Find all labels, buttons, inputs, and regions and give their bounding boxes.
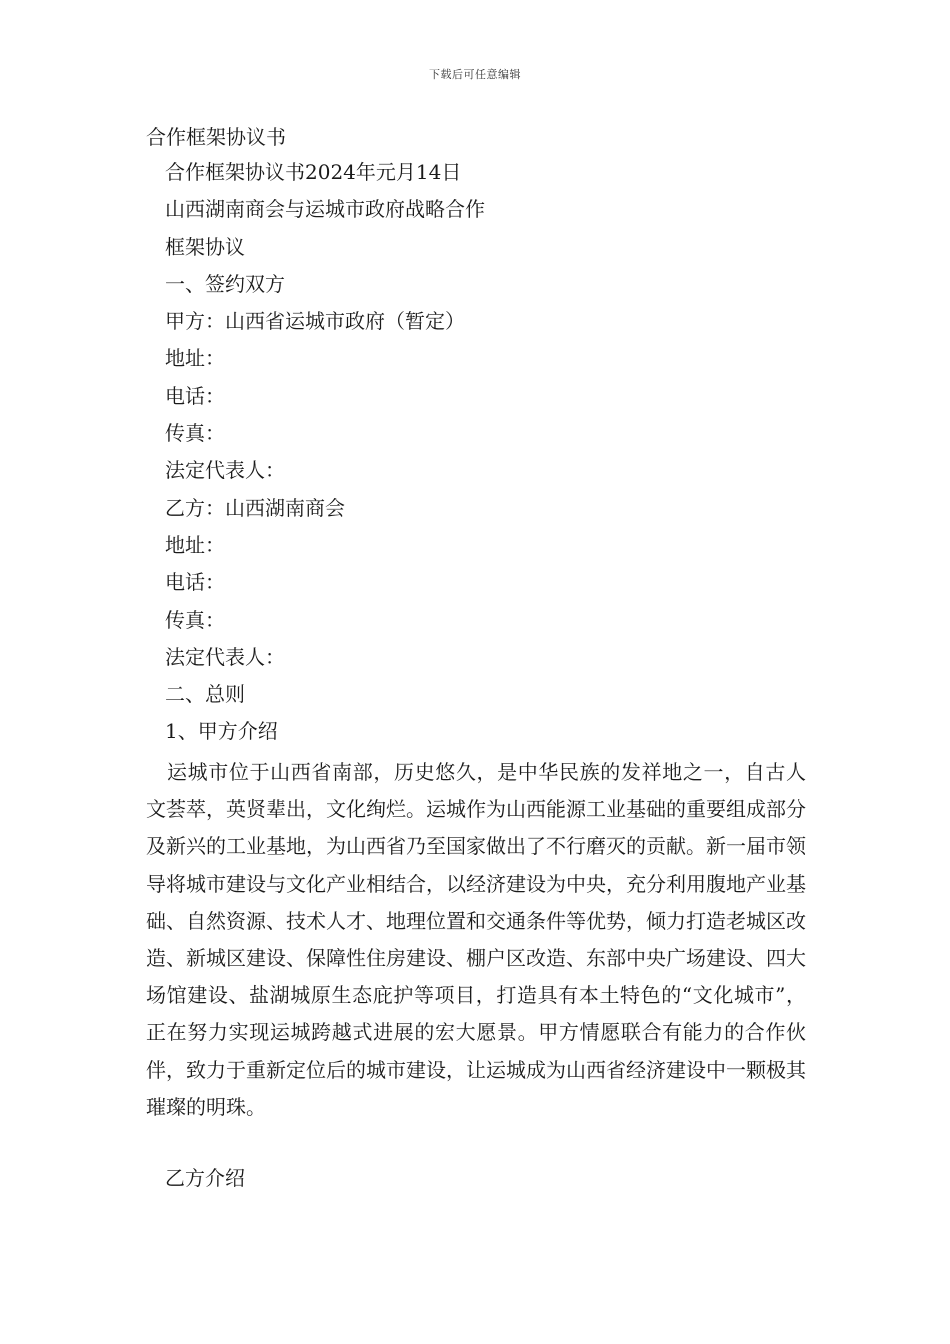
text-line: 乙方：山西湖南商会 — [165, 495, 345, 520]
document-title: 合作框架协议书 — [146, 125, 286, 149]
text-line: 电话： — [165, 383, 225, 408]
party-a-introduction: 运城市位于山西省南部，历史悠久，是中华民族的发祥地之一，自古人文荟萃，英贤辈出，文化绚烂。运城作为山西能源工业基础的重要组成部分及新兴的工业基地，为山西省乃至国家做出了不行磨灭的贡献。新一届市领导将城市建设与文化产业相结合，以经济建设为中央，充分利用腹地产业基础、自然资源、技术人才、地理位置和交通条件等优势，倾力打造老城区改造、新城区建设、保障性住房建设、棚户区改造、东部中央广场建设、四大场馆建设、盐湖城原生态庇护等项目，打造具有本土特色的“文化城市”，正在努力实现运城跨越式进展的宏大愿景。甲方情愿联合有能力的合作伙伴，致力于重新定位后的城市建设，让运城成为山西省经济建设中一颗极其璀璨的明珠。 — [146, 760, 806, 1119]
text-line: 电话： — [165, 570, 225, 595]
text-line: 法定代表人： — [165, 644, 285, 669]
agreement-lines — [165, 156, 485, 753]
text-line: 传真： — [165, 607, 225, 632]
text-line: 框架协议 — [165, 234, 245, 259]
text-line: 合作框架协议书2024年元月14日 — [165, 160, 462, 184]
text-line: 1、甲方介绍 — [165, 719, 278, 744]
text-line: 法定代表人： — [165, 458, 285, 483]
text-line: 甲方：山西省运城市政府（暂定） — [165, 309, 465, 334]
text-line: 地址： — [165, 532, 225, 557]
party-b-heading: 乙方介绍 — [165, 1166, 245, 1190]
header-note: 下载后可任意编辑 — [429, 68, 521, 81]
section-heading: 二、总则 — [165, 682, 245, 707]
section-heading: 一、签约双方 — [165, 271, 285, 296]
text-line: 山西湖南商会与运城市政府战略合作 — [165, 197, 485, 222]
text-line: 地址： — [165, 346, 225, 371]
text-line: 传真： — [165, 421, 225, 446]
